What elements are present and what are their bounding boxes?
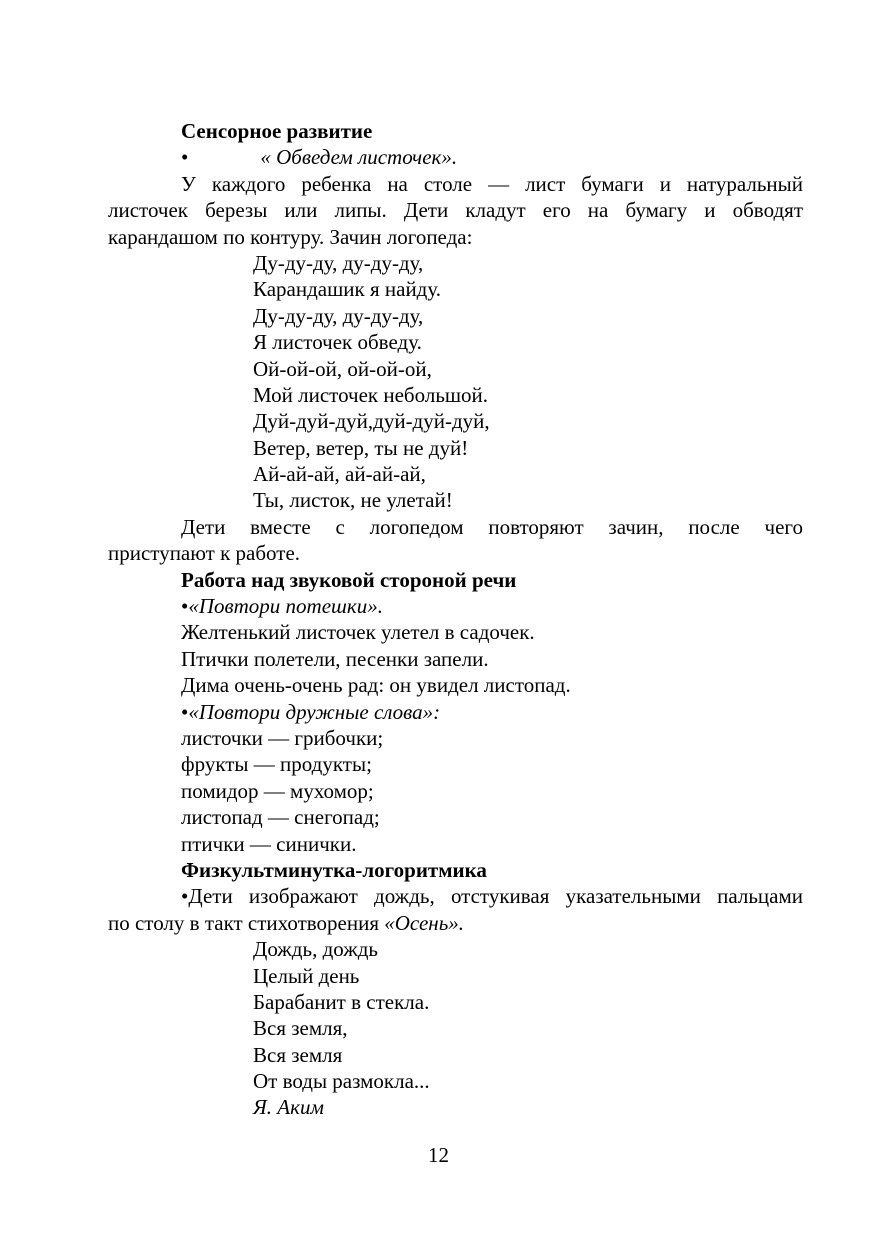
word-pair-line: птички — синички. [181,831,357,856]
verse-line: Ты, листок, не улетай! [253,488,453,513]
game-title-text: «Повтори потешки». [188,594,383,619]
verse-line: Ой-ой-ой, ой-ой-ой, [253,356,432,381]
verse-line: Ай-ай-ай, ай-ай-ай, [253,462,426,487]
poem-author: Я. Аким [253,1095,324,1120]
paragraph-line: карандашом по контуру. Зачин логопеда: [108,224,473,249]
heading-sensory-development: Сенсорное развитие [181,119,373,143]
bullet: • [181,594,189,619]
bullet: • [181,884,189,909]
verse-line: Ветер, ветер, ты не дуй! [253,435,469,460]
verse-line: Дождь, дождь [253,937,379,962]
word-pair-line: листочки — грибочки; [181,725,384,750]
rhyme-line: Дима очень-очень рад: он увидел листопад. [181,673,571,698]
verse-line: Карандашик я найду. [253,277,442,302]
page-content [108,118,803,1121]
verse-line: Барабанит в стекла. [253,989,430,1014]
game-title-text: « Обведем листочек». [260,145,458,170]
verse-line: Ду-ду-ду, ду-ду-ду, [253,303,424,328]
rhyme-line: Птички полетели, песенки запели. [181,646,489,671]
game-title-repeat-rhymes [108,593,803,619]
game-title-text: «Повтори дружные слова»: [188,699,441,724]
verse-line: Целый день [253,963,360,988]
bullet: • [181,699,189,724]
game-title-trace-leaf [108,144,803,170]
word-pair-line: помидор — мухомор; [181,778,374,803]
paragraph-line: Дети вместе с логопедом повторяют зачин, после чего [181,514,803,539]
verse-line: Вся земля [253,1042,343,1067]
paragraph-line: листочек березы или липы. Дети кладут его на бумагу и обводят [108,198,803,223]
verse-line: Ду-ду-ду, ду-ду-ду, [253,250,424,275]
poem-title: «Осень». [384,910,465,935]
paragraph-text: по столу в такт стихотворения [108,910,385,935]
paragraph-line: У каждого ребенка на столе — лист бумаги и натуральный [181,171,803,196]
verse-line: Вся земля, [253,1016,348,1041]
verse-line: Мой листочек небольшой. [253,382,489,407]
verse-line: Дуй-дуй-дуй,дуй-дуй-дуй, [253,409,490,434]
paragraph-line [108,883,803,909]
game-title-repeat-words [108,699,803,725]
word-pair-line: листопад — снегопад; [181,805,380,830]
verse-line: От воды размокла... [253,1069,430,1094]
paragraph-line: приступают к работе. [108,541,301,566]
word-pair-line: фрукты — продукты; [181,752,372,777]
page-number: 12 [428,1143,449,1167]
bullet: • [181,145,189,170]
heading-sound-work: Работа над звуковой стороной речи [181,567,517,592]
paragraph-line [108,910,803,936]
paragraph-text: Дети изображают дождь, отстукивая указательными пальцами [188,884,803,909]
rhyme-line: Желтенький листочек улетел в садочек. [181,620,535,645]
verse-line: Я листочек обведу. [253,330,422,355]
heading-logorhythmics: Физкультминутка-логоритмика [181,857,487,882]
